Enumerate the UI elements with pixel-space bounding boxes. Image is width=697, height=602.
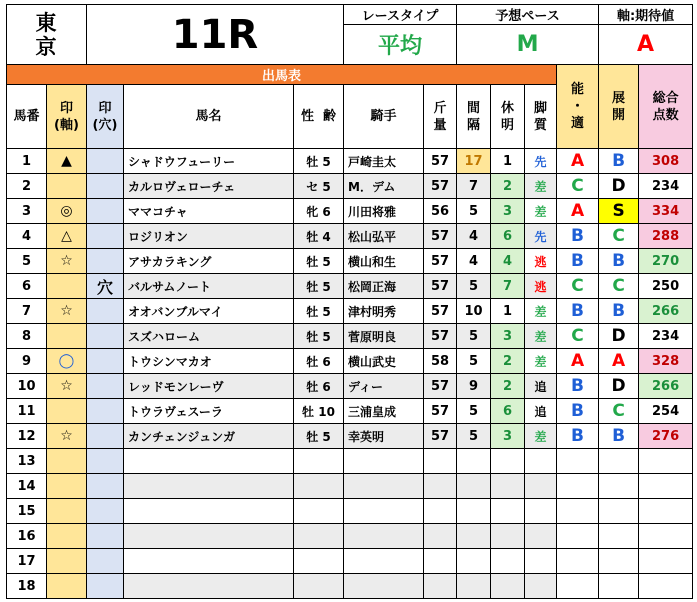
horse-number: 15 xyxy=(7,499,47,524)
leg-type: 追 xyxy=(525,399,557,424)
ability-grade: C xyxy=(557,274,599,299)
horse-number: 16 xyxy=(7,524,47,549)
leg-type: 追 xyxy=(525,374,557,399)
interval: 5 xyxy=(457,324,491,349)
entries-band-title: 出馬表 xyxy=(7,65,557,85)
development-grade xyxy=(599,549,639,574)
horse-number: 17 xyxy=(7,549,47,574)
horse-name: トウシンマカオ xyxy=(124,349,294,374)
interval xyxy=(457,524,491,549)
leg-type xyxy=(525,549,557,574)
sex-age: 牡 5 xyxy=(294,299,344,324)
leg-type: 逃 xyxy=(525,249,557,274)
horse-name xyxy=(124,524,294,549)
horse-name: シャドウフューリー xyxy=(124,149,294,174)
ability-grade: B xyxy=(557,299,599,324)
weight xyxy=(424,574,457,599)
axis-value-label: 軸:期待値 xyxy=(599,5,693,25)
horse-name: ママコチャ xyxy=(124,199,294,224)
ability-grade xyxy=(557,474,599,499)
sex-age: 牡 10 xyxy=(294,399,344,424)
col-development: 展 開 xyxy=(599,65,639,149)
total-score: 234 xyxy=(639,174,693,199)
horse-number: 18 xyxy=(7,574,47,599)
horse-name: バルサムノート xyxy=(124,274,294,299)
rest-count: 2 xyxy=(491,374,525,399)
ability-grade xyxy=(557,449,599,474)
total-score: 288 xyxy=(639,224,693,249)
table-row xyxy=(7,149,693,174)
rest-count xyxy=(491,549,525,574)
sex-age: セ 5 xyxy=(294,174,344,199)
pace-label: 予想ペース xyxy=(457,5,599,25)
horse-name xyxy=(124,499,294,524)
table-row xyxy=(7,299,693,324)
mark-hole xyxy=(87,424,124,449)
horse-number: 11 xyxy=(7,399,47,424)
mark-hole xyxy=(87,224,124,249)
rest-count: 1 xyxy=(491,299,525,324)
mark-hole xyxy=(87,524,124,549)
weight xyxy=(424,499,457,524)
mark-hole xyxy=(87,149,124,174)
development-grade: A xyxy=(599,349,639,374)
ability-grade: C xyxy=(557,324,599,349)
table-row xyxy=(7,374,693,399)
leg-type: 先 xyxy=(525,224,557,249)
ability-grade: A xyxy=(557,199,599,224)
table-row xyxy=(7,449,693,474)
interval: 5 xyxy=(457,349,491,374)
mark-axis xyxy=(47,324,87,349)
sex-age: 牡 6 xyxy=(294,374,344,399)
horse-number: 5 xyxy=(7,249,47,274)
horse-name xyxy=(124,474,294,499)
pace-value: M xyxy=(457,25,599,65)
venue-line-2: 京 xyxy=(35,34,58,59)
horse-number: 2 xyxy=(7,174,47,199)
jockey-name: 津村明秀 xyxy=(344,299,424,324)
rest-count xyxy=(491,474,525,499)
development-grade: D xyxy=(599,374,639,399)
sex-age: 牡 5 xyxy=(294,149,344,174)
sex-age xyxy=(294,574,344,599)
table-row xyxy=(7,199,693,224)
col-mark-hole: 印 (穴) xyxy=(87,85,124,149)
weight: 58 xyxy=(424,349,457,374)
leg-type: 差 xyxy=(525,299,557,324)
total-score xyxy=(639,524,693,549)
mark-axis: ☆ xyxy=(47,374,87,399)
jockey-name xyxy=(344,524,424,549)
mark-hole xyxy=(87,499,124,524)
development-grade: C xyxy=(599,274,639,299)
col-sex-age: 性 齢 xyxy=(294,85,344,149)
jockey-name xyxy=(344,574,424,599)
horse-number: 3 xyxy=(7,199,47,224)
horse-name xyxy=(124,549,294,574)
table-row xyxy=(7,174,693,199)
mark-hole xyxy=(87,474,124,499)
weight: 56 xyxy=(424,199,457,224)
mark-hole xyxy=(87,324,124,349)
table-row xyxy=(7,499,693,524)
table-row xyxy=(7,399,693,424)
leg-type: 差 xyxy=(525,199,557,224)
table-row xyxy=(7,274,693,299)
ability-grade: A xyxy=(557,149,599,174)
development-grade: B xyxy=(599,299,639,324)
leg-type: 逃 xyxy=(525,274,557,299)
rest-count xyxy=(491,574,525,599)
leg-type: 差 xyxy=(525,424,557,449)
horse-name: カルロヴェローチェ xyxy=(124,174,294,199)
horse-name: ロジリオン xyxy=(124,224,294,249)
jockey-name xyxy=(344,474,424,499)
mark-hole xyxy=(87,249,124,274)
horse-number: 1 xyxy=(7,149,47,174)
interval: 5 xyxy=(457,199,491,224)
col-weight: 斤 量 xyxy=(424,85,457,149)
rest-count xyxy=(491,499,525,524)
mark-axis: ▲ xyxy=(47,149,87,174)
interval: 4 xyxy=(457,224,491,249)
mark-axis xyxy=(47,174,87,199)
ability-grade: C xyxy=(557,174,599,199)
jockey-name: 菅原明良 xyxy=(344,324,424,349)
horse-name xyxy=(124,574,294,599)
sex-age xyxy=(294,449,344,474)
horse-number: 7 xyxy=(7,299,47,324)
sex-age xyxy=(294,499,344,524)
mark-axis: ☆ xyxy=(47,299,87,324)
sex-age: 牡 5 xyxy=(294,324,344,349)
weight: 57 xyxy=(424,374,457,399)
sex-age xyxy=(294,549,344,574)
horse-name: カンチェンジュンガ xyxy=(124,424,294,449)
race-type-label: レースタイプ xyxy=(344,5,457,25)
mark-hole xyxy=(87,399,124,424)
jockey-name: 川田将雅 xyxy=(344,199,424,224)
horse-number: 9 xyxy=(7,349,47,374)
col-horse-number: 馬番 xyxy=(7,85,47,149)
interval xyxy=(457,474,491,499)
interval xyxy=(457,574,491,599)
venue-line-1: 東 xyxy=(35,10,58,35)
mark-axis: △ xyxy=(47,224,87,249)
race-number: 11R xyxy=(171,11,259,58)
development-grade: D xyxy=(599,324,639,349)
mark-axis xyxy=(47,574,87,599)
weight: 57 xyxy=(424,274,457,299)
weight: 57 xyxy=(424,249,457,274)
col-total-score: 総合 点数 xyxy=(639,65,693,149)
rest-count: 2 xyxy=(491,349,525,374)
ability-grade: B xyxy=(557,374,599,399)
mark-axis: ◎ xyxy=(47,199,87,224)
mark-hole xyxy=(87,199,124,224)
weight: 57 xyxy=(424,399,457,424)
table-row xyxy=(7,524,693,549)
mark-hole xyxy=(87,449,124,474)
mark-axis xyxy=(47,499,87,524)
col-mark-axis: 印 (軸) xyxy=(47,85,87,149)
weight xyxy=(424,524,457,549)
mark-axis xyxy=(47,549,87,574)
total-score xyxy=(639,449,693,474)
interval: 4 xyxy=(457,249,491,274)
ability-grade xyxy=(557,499,599,524)
jockey-name xyxy=(344,449,424,474)
development-grade xyxy=(599,524,639,549)
jockey-name: 幸英明 xyxy=(344,424,424,449)
mark-hole xyxy=(87,299,124,324)
jockey-name: M．デム xyxy=(344,174,424,199)
horse-name: トウラヴェスーラ xyxy=(124,399,294,424)
table-row xyxy=(7,324,693,349)
weight: 57 xyxy=(424,149,457,174)
table-row xyxy=(7,549,693,574)
race-number-cell xyxy=(87,5,344,65)
mark-hole xyxy=(87,174,124,199)
ability-grade xyxy=(557,549,599,574)
mark-hole xyxy=(87,549,124,574)
mark-axis xyxy=(47,449,87,474)
rest-count: 6 xyxy=(491,224,525,249)
weight xyxy=(424,474,457,499)
weight xyxy=(424,549,457,574)
interval: 17 xyxy=(457,149,491,174)
horse-name: アサカラキング xyxy=(124,249,294,274)
interval: 10 xyxy=(457,299,491,324)
weight: 57 xyxy=(424,224,457,249)
ability-grade: B xyxy=(557,249,599,274)
col-ability: 能 ・ 適 xyxy=(557,65,599,149)
rest-count: 3 xyxy=(491,199,525,224)
total-score: 328 xyxy=(639,349,693,374)
development-grade xyxy=(599,499,639,524)
total-score xyxy=(639,549,693,574)
interval xyxy=(457,499,491,524)
jockey-name xyxy=(344,499,424,524)
sex-age xyxy=(294,474,344,499)
development-grade: C xyxy=(599,224,639,249)
total-score xyxy=(639,499,693,524)
total-score: 270 xyxy=(639,249,693,274)
development-grade: B xyxy=(599,249,639,274)
leg-type: 差 xyxy=(525,349,557,374)
sex-age: 牡 4 xyxy=(294,224,344,249)
interval xyxy=(457,449,491,474)
leg-type: 差 xyxy=(525,324,557,349)
leg-type xyxy=(525,499,557,524)
horse-number: 12 xyxy=(7,424,47,449)
total-score xyxy=(639,574,693,599)
ability-grade: A xyxy=(557,349,599,374)
venue-cell xyxy=(7,5,87,65)
horse-number: 4 xyxy=(7,224,47,249)
jockey-name: 横山武史 xyxy=(344,349,424,374)
col-horse-name: 馬名 xyxy=(124,85,294,149)
table-row xyxy=(7,249,693,274)
sex-age: 牡 5 xyxy=(294,249,344,274)
horse-name xyxy=(124,449,294,474)
race-type-value: 平均 xyxy=(344,25,457,65)
sex-age: 牡 6 xyxy=(294,349,344,374)
rest-count: 1 xyxy=(491,149,525,174)
mark-axis xyxy=(47,274,87,299)
development-grade: S xyxy=(599,199,639,224)
rest-count xyxy=(491,449,525,474)
sex-age: 牡 5 xyxy=(294,424,344,449)
mark-hole xyxy=(87,349,124,374)
mark-axis xyxy=(47,524,87,549)
horse-number: 10 xyxy=(7,374,47,399)
total-score: 250 xyxy=(639,274,693,299)
race-card-table xyxy=(6,4,693,599)
development-grade xyxy=(599,574,639,599)
rest-count: 2 xyxy=(491,174,525,199)
total-score: 234 xyxy=(639,324,693,349)
development-grade: B xyxy=(599,149,639,174)
total-score xyxy=(639,474,693,499)
interval: 5 xyxy=(457,424,491,449)
horse-name: スズハローム xyxy=(124,324,294,349)
col-jockey: 騎手 xyxy=(344,85,424,149)
table-row xyxy=(7,424,693,449)
horse-name: オオバンブルマイ xyxy=(124,299,294,324)
weight xyxy=(424,449,457,474)
total-score: 254 xyxy=(639,399,693,424)
rest-count xyxy=(491,524,525,549)
col-interval: 間 隔 xyxy=(457,85,491,149)
development-grade xyxy=(599,449,639,474)
ability-grade: B xyxy=(557,424,599,449)
jockey-name: 松山弘平 xyxy=(344,224,424,249)
total-score: 334 xyxy=(639,199,693,224)
jockey-name: 戸崎圭太 xyxy=(344,149,424,174)
mark-axis xyxy=(47,474,87,499)
total-score: 308 xyxy=(639,149,693,174)
horse-number: 13 xyxy=(7,449,47,474)
rest-count: 3 xyxy=(491,424,525,449)
weight: 57 xyxy=(424,324,457,349)
leg-type: 先 xyxy=(525,149,557,174)
weight: 57 xyxy=(424,424,457,449)
horse-number: 14 xyxy=(7,474,47,499)
rest-count: 6 xyxy=(491,399,525,424)
table-row xyxy=(7,574,693,599)
ability-grade: B xyxy=(557,399,599,424)
ability-grade xyxy=(557,574,599,599)
mark-axis: ◯ xyxy=(47,349,87,374)
weight: 57 xyxy=(424,174,457,199)
horse-name: レッドモンレーヴ xyxy=(124,374,294,399)
interval xyxy=(457,549,491,574)
total-score: 266 xyxy=(639,299,693,324)
rest-count: 7 xyxy=(491,274,525,299)
leg-type xyxy=(525,574,557,599)
total-score: 276 xyxy=(639,424,693,449)
sex-age: 牝 6 xyxy=(294,199,344,224)
horse-number: 6 xyxy=(7,274,47,299)
horse-number: 8 xyxy=(7,324,47,349)
interval: 5 xyxy=(457,399,491,424)
mark-axis: ☆ xyxy=(47,249,87,274)
interval: 7 xyxy=(457,174,491,199)
mark-axis xyxy=(47,399,87,424)
mark-hole: 穴 xyxy=(87,274,124,299)
col-leg-type: 脚 質 xyxy=(525,85,557,149)
axis-value: A xyxy=(599,25,693,65)
sex-age xyxy=(294,524,344,549)
sex-age: 牡 5 xyxy=(294,274,344,299)
ability-grade xyxy=(557,524,599,549)
jockey-name: 三浦皇成 xyxy=(344,399,424,424)
development-grade: C xyxy=(599,399,639,424)
weight: 57 xyxy=(424,299,457,324)
table-row xyxy=(7,349,693,374)
jockey-name xyxy=(344,549,424,574)
leg-type xyxy=(525,524,557,549)
rest-count: 4 xyxy=(491,249,525,274)
leg-type: 差 xyxy=(525,174,557,199)
development-grade: B xyxy=(599,424,639,449)
development-grade: D xyxy=(599,174,639,199)
jockey-name: ディー xyxy=(344,374,424,399)
race-card-sheet xyxy=(6,4,692,599)
jockey-name: 横山和生 xyxy=(344,249,424,274)
mark-axis: ☆ xyxy=(47,424,87,449)
table-row xyxy=(7,474,693,499)
development-grade xyxy=(599,474,639,499)
ability-grade: B xyxy=(557,224,599,249)
total-score: 266 xyxy=(639,374,693,399)
col-rest: 休 明 xyxy=(491,85,525,149)
table-row xyxy=(7,224,693,249)
jockey-name: 松岡正海 xyxy=(344,274,424,299)
mark-hole xyxy=(87,574,124,599)
leg-type xyxy=(525,474,557,499)
leg-type xyxy=(525,449,557,474)
rest-count: 3 xyxy=(491,324,525,349)
mark-hole xyxy=(87,374,124,399)
interval: 9 xyxy=(457,374,491,399)
interval: 5 xyxy=(457,274,491,299)
